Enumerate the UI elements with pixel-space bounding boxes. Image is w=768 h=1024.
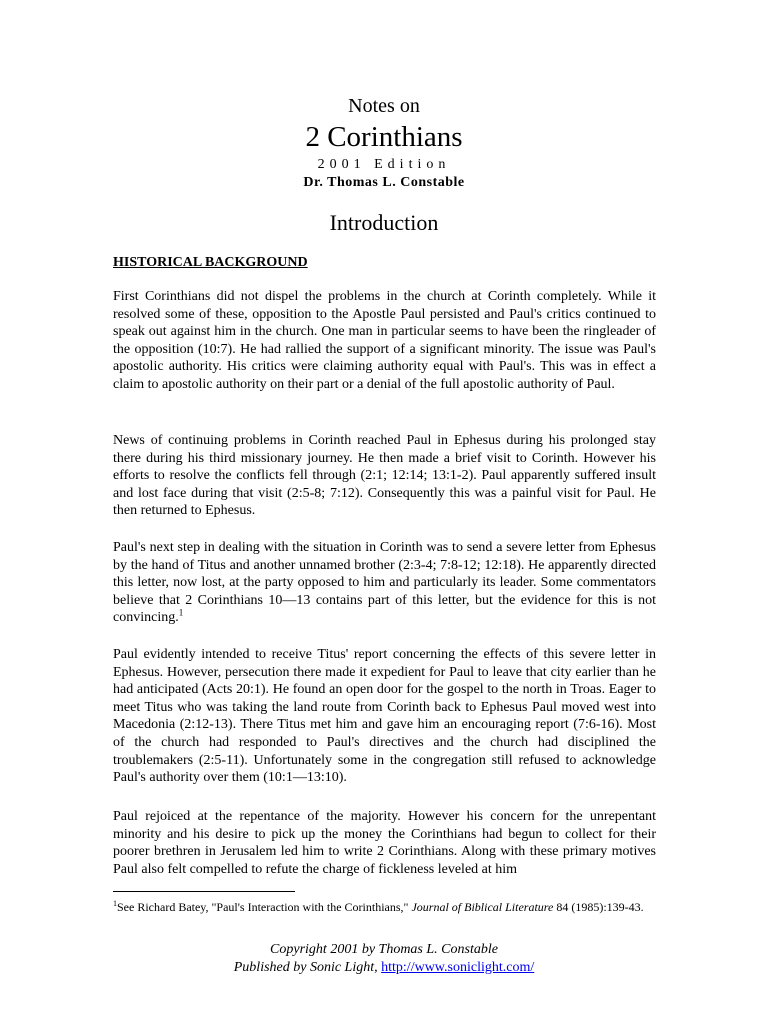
paragraph-4: Paul evidently intended to receive Titus' report concerning the effects of this severe letter in Ephesus. However, persecution there made it expedient for Paul to leave that city earlier than he had anticipated (Acts 20:1). He found an open door for the gospel to the north in Troas. Eager to meet Titus who was taking the land route from Corinth back to Ephesus Paul moved west into Macedonia (2:12-13). There Titus met him and gave him an encouraging report (7:6-16). Most of the church had responded to Paul's directives and the church had disciplined the troublemakers (2:5-11). Unfortunately some in the congregation still refused to acknowledge Paul's authority over them (10:1—13:10). [113,647,656,786]
footnote-journal: Journal of Biblical Literature [411,900,554,914]
paragraph-2: News of continuing problems in Corinth reached Paul in Ephesus during his prolonged stay there during his third missionary journey. He then made a brief visit to Corinth. However his efforts to resolve the conflicts fell through (2:1; 12:14; 13:1-2). Paul apparently suffered insult and lost face during that visit (2:5-8; 7:12). Consequently this was a painful visit for Paul. He then returned to Ephesus. [113,433,656,519]
book-title: 2 Corinthians [305,121,463,153]
footnote-text-after: 84 (1985):139-43. [553,900,644,914]
paragraph-5: Paul rejoiced at the repentance of the majority. However his concern for the unrepentant minority and his desire to pick up the money the Corinthians had begun to collect for their poorer brethren in Jerusalem led him to write 2 Corinthians. Along with these primary motives Paul also felt compelled to refute the charge of fickleness leveled at him [113,809,656,877]
section-title: Introduction [329,210,439,235]
edition-label: 2001 Edition [317,157,451,172]
paragraph-1: First Corinthians did not dispel the problems in the church at Corinth completely. While it resolved some of these, opposition to the Apostle Paul persisted and Paul's critics continued to speak out against him in the church. One man in particular seems to have been the ringleader of the opposition (10:7). He had rallied the support of a significant minority. The issue was Paul's apostolic authority. His critics were claiming authority equal with Paul's. This was in effect a claim to apostolic authority on their part or a denial of the full apostolic authority of Paul. [113,289,656,392]
publisher-line [0,959,768,977]
historical-background-heading: HISTORICAL BACKGROUND [113,255,308,270]
footnote-text-before: See Richard Batey, "Paul's Interaction with the Corinthians," [117,900,412,914]
website-link[interactable]: http://www.soniclight.com/ [381,960,535,975]
footnote-divider [113,891,295,892]
author-name: Dr. Thomas L. Constable [303,175,465,190]
paragraph-3 [113,539,656,627]
copyright-line: Copyright 2001 by Thomas L. Constable [270,942,498,957]
publisher-prefix: Published by Sonic Light, [233,960,382,975]
title-prefix: Notes on [348,95,420,117]
footnote-number: 1 [113,899,117,908]
footnote [113,899,658,915]
paragraph-3-text: Paul's next step in dealing with the situation in Corinth was to send a severe letter from Ephesus by the hand of Titus and another unnamed brother (2:3-4; 7:8-12; 12:18). He apparently directed this letter, now lost, at the party opposed to him and particularly its leader. Some commentators believe that 2 Corinthians 10—13 contains part of this letter, but the evidence for this is not convincing. [113,540,656,626]
footnote-reference[interactable]: 1 [178,607,184,618]
